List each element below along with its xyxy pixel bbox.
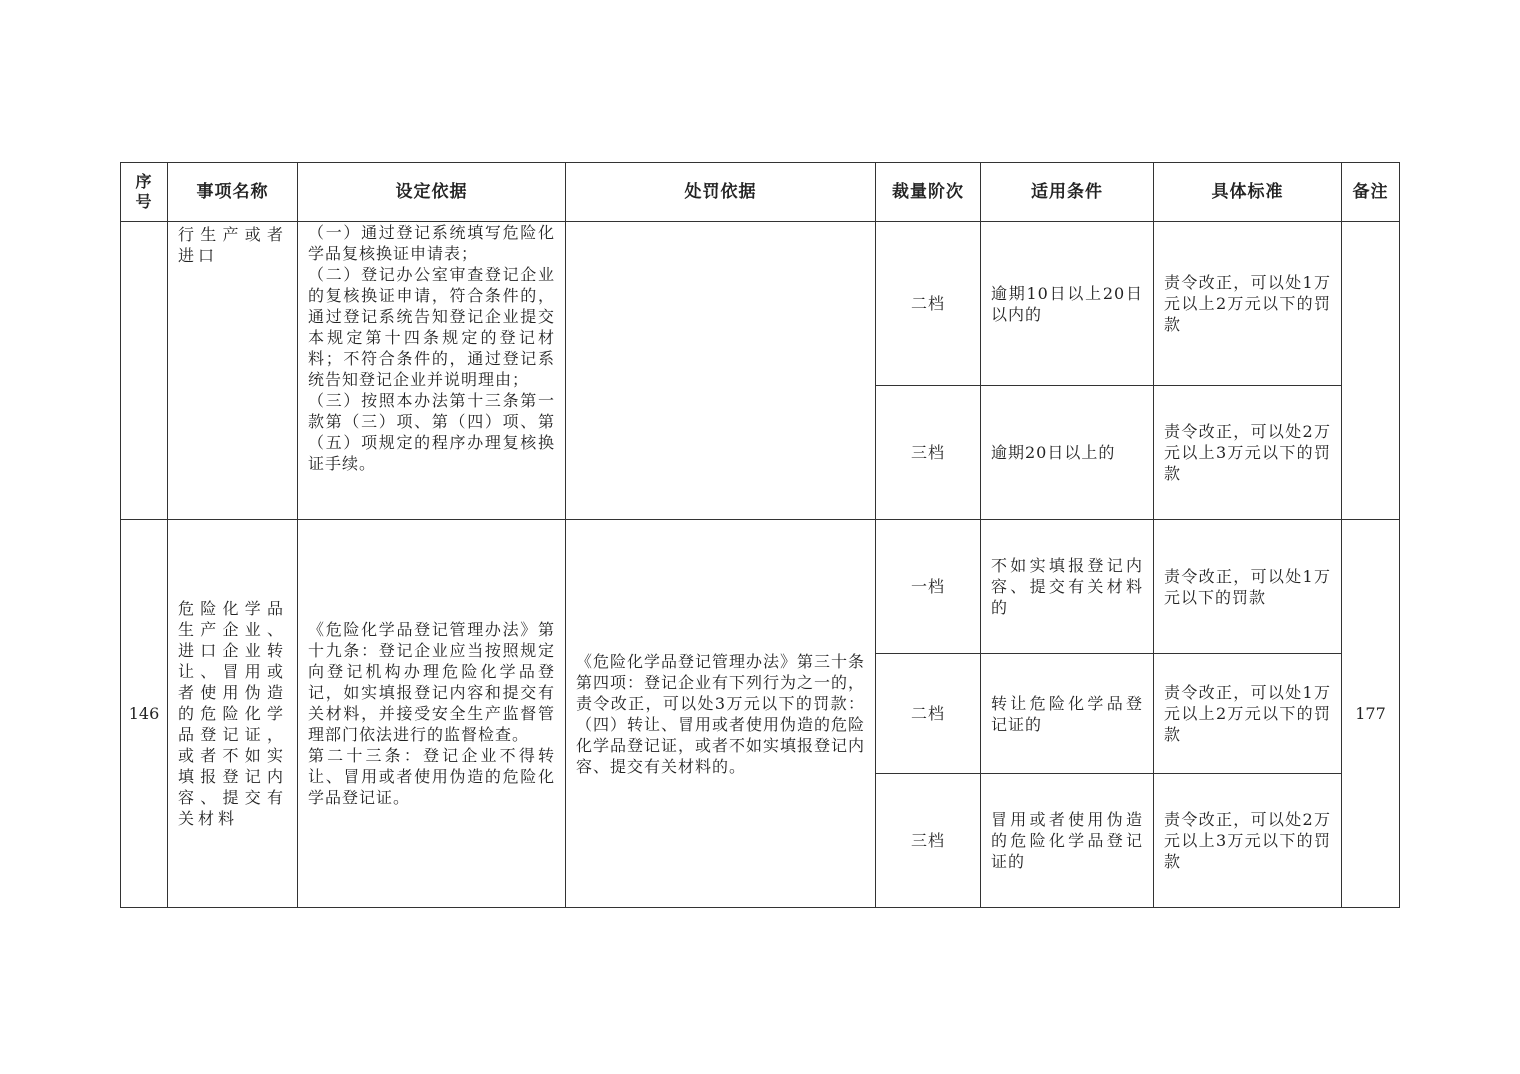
remark-cell: 177 (1342, 520, 1400, 908)
table-row (121, 520, 1400, 654)
penalty-basis-cell (566, 520, 876, 908)
condition-cell (981, 386, 1154, 520)
header-seq: 序号 (121, 163, 168, 222)
item-name: 危险化学品生产企业、进口企业转让、冒用或者使用伪造的危险化学品登记证，或者不如实填报登记内容、提交有关材料 (178, 599, 287, 828)
basis-cell (298, 520, 566, 908)
seq-cell: 146 (121, 520, 168, 908)
header-level: 裁量阶次 (876, 163, 981, 222)
standard-text: 责令改正，可以处2万元以上3万元以下的罚款 (1164, 810, 1331, 871)
header-penalty-basis: 处罚依据 (566, 163, 876, 222)
condition-cell (981, 520, 1154, 654)
standard-text: 责令改正，可以处1万元以上2万元以下的罚款 (1164, 273, 1331, 334)
standard-text: 责令改正，可以处1万元以上2万元以下的罚款 (1164, 683, 1331, 744)
penalty-basis-text: 《危险化学品登记管理办法》第三十条第四项：登记企业有下列行为之一的，责令改正，可以处3万元以下的罚款：（四）转让、冒用或者使用伪造的危险化学品登记证，或者不如实填报登记内容、提交有关材料的。 (576, 651, 866, 776)
header-remark: 备注 (1342, 163, 1400, 222)
level-cell: 一档 (876, 520, 981, 654)
standard-cell (1154, 654, 1342, 774)
item-name-cell (168, 520, 298, 908)
table-row (121, 222, 1400, 386)
standard-cell (1154, 222, 1342, 386)
level-cell: 三档 (876, 386, 981, 520)
condition-cell (981, 222, 1154, 386)
header-condition: 适用条件 (981, 163, 1154, 222)
condition-text: 转让危险化学品登记证的 (991, 693, 1143, 734)
header-basis: 设定依据 (298, 163, 566, 222)
table-header-row (121, 163, 1400, 222)
header-standard: 具体标准 (1154, 163, 1342, 222)
level-cell: 三档 (876, 774, 981, 908)
item-name: 行生产或者进口 (178, 225, 287, 265)
remark-cell (1342, 222, 1400, 520)
standard-cell (1154, 774, 1342, 908)
standard-cell (1154, 520, 1342, 654)
condition-cell (981, 654, 1154, 774)
penalty-basis-cell (566, 222, 876, 520)
standard-text: 责令改正，可以处2万元以上3万元以下的罚款 (1164, 422, 1331, 483)
header-name: 事项名称 (168, 163, 298, 222)
condition-text: 逾期10日以上20日以内的 (991, 283, 1143, 324)
standard-cell (1154, 386, 1342, 520)
condition-text: 冒用或者使用伪造的危险化学品登记证的 (991, 810, 1143, 871)
basis-text: 《危险化学品登记管理办法》第十九条：登记企业应当按照规定向登记机构办理危险化学品登记，如实填报登记内容和提交有关材料，并接受安全生产监督管理部门依法进行的监督检查。 第二十三条：登记企业不得转让、冒用或者使用伪造的危险化学品登记证。 (308, 620, 555, 807)
standard-text: 责令改正，可以处1万元以下的罚款 (1164, 566, 1331, 607)
level-cell: 二档 (876, 654, 981, 774)
condition-text: 不如实填报登记内容、提交有关材料的 (991, 556, 1143, 617)
penalty-standard-table (120, 162, 1400, 908)
basis-text: （一）通过登记系统填写危险化学品复核换证申请表； （二）登记办公室审查登记企业的复核换证申请，符合条件的，通过登记系统告知登记企业提交本规定第十四条规定的登记材料；不符合条件的，通过登记系统告知登记企业并说明理由； （三）按照本办法第十三条第一款第（三）项、第（四）项、第（五）项规定的程序办理复核换证手续。 (308, 223, 555, 473)
level-cell: 二档 (876, 222, 981, 386)
condition-text: 逾期20日以上的 (991, 443, 1116, 462)
seq-cell (121, 222, 168, 520)
item-name-cell (168, 222, 298, 520)
condition-cell (981, 774, 1154, 908)
basis-cell (298, 222, 566, 520)
